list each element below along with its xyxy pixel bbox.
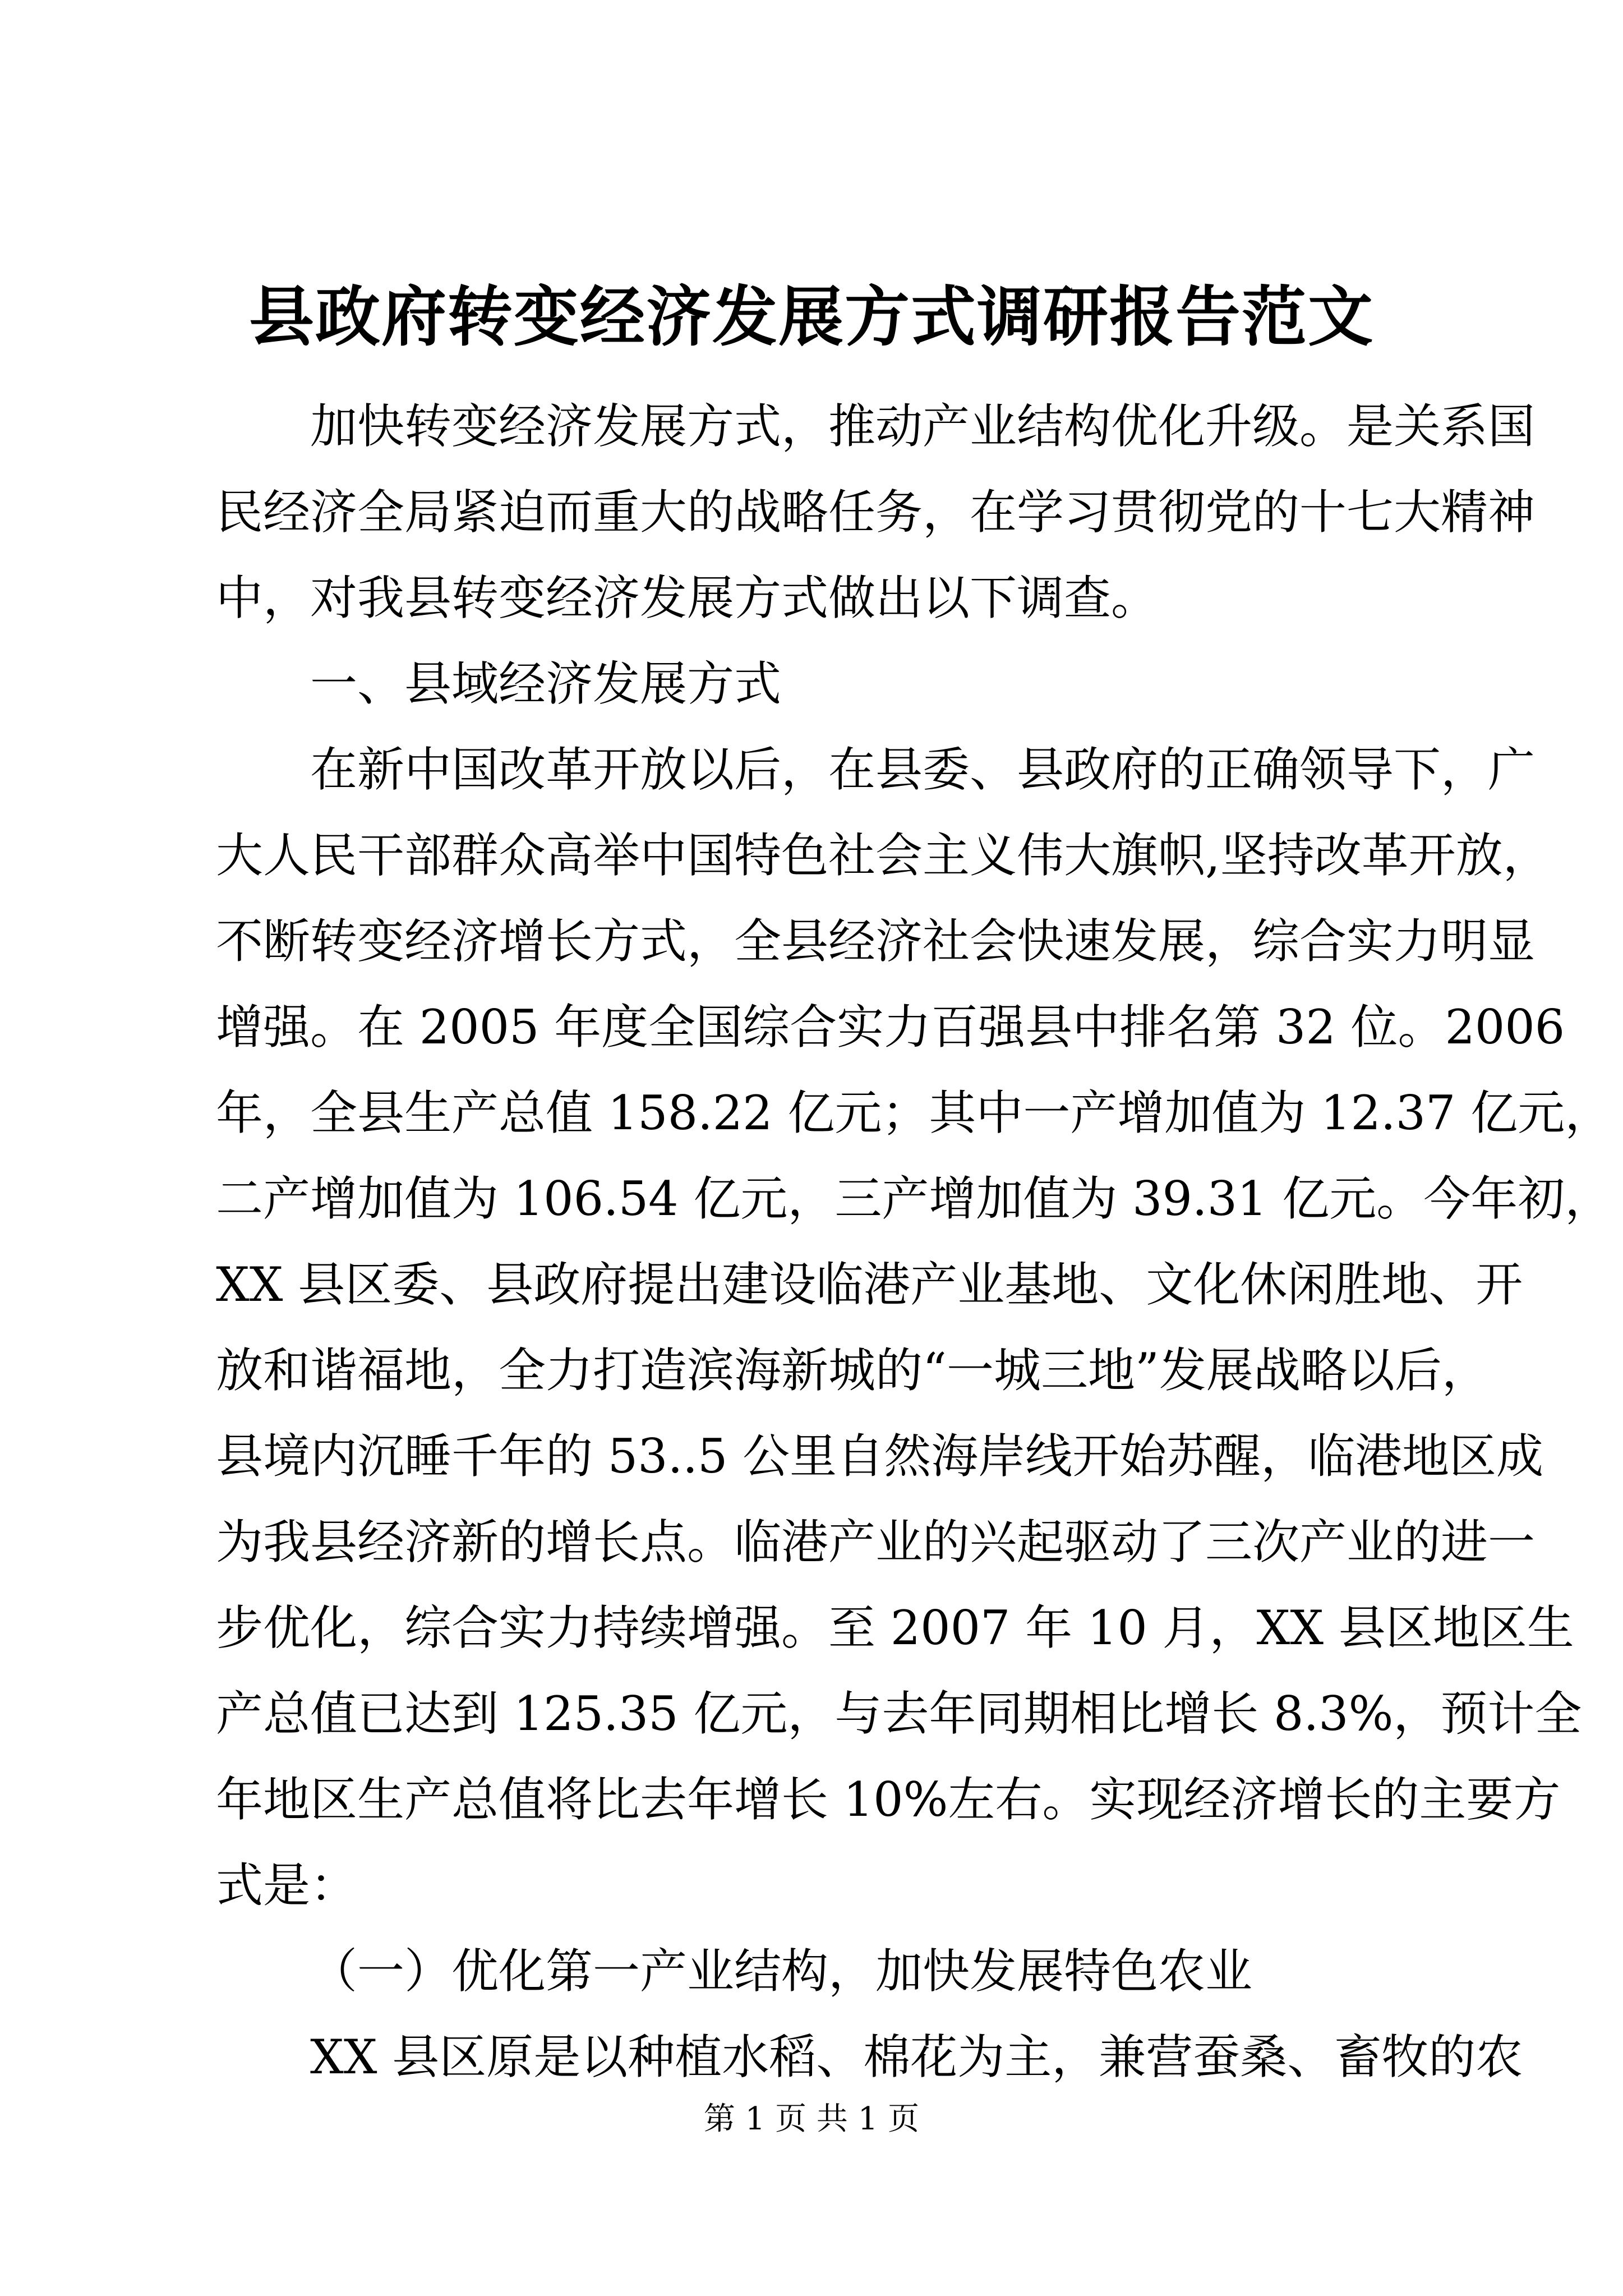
body-line: 一、县域经济发展方式	[310, 656, 782, 711]
body-line: 加快转变经济发展方式，推动产业结构优化升级。是关系国	[310, 399, 1536, 454]
document-title: 县政府转变经济发展方式调研报告范文	[249, 279, 1374, 355]
body-line: 产总值已达到 125.35 亿元，与去年同期相比增长 8.3%，预计全	[216, 1686, 1582, 1741]
body-line: （一）优化第一产业结构，加快发展特色农业	[310, 1944, 1253, 1999]
body-line: 民经济全局紧迫而重大的战略任务，在学习贯彻党的十七大精神	[216, 485, 1536, 540]
page-footer: 第 1 页 共 1 页	[703, 2101, 920, 2137]
body-line: 在新中国改革开放以后，在县委、县政府的正确领导下，广	[310, 742, 1536, 797]
body-line: XX 县区原是以种植水稻、棉花为主，兼营蚕桑、畜牧的农	[310, 2030, 1523, 2085]
body-line: 年地区生产总值将比去年增长 10%左右。实现经济增长的主要方	[216, 1772, 1561, 1827]
body-line: 步优化，综合实力持续增强。至 2007 年 10 月，XX 县区地区生	[216, 1600, 1574, 1655]
body-line: 为我县经济新的增长点。临港产业的兴起驱动了三次产业的进一	[216, 1515, 1536, 1570]
body-line: 大人民干部群众高举中国特色社会主义伟大旗帜,坚持改革开放，	[216, 828, 1550, 883]
body-line: 增强。在 2005 年度全国综合实力百强县中排名第 32 位。2006	[216, 1000, 1565, 1055]
body-line: 年，全县生产总值 158.22 亿元；其中一产增加值为 12.37 亿元，	[216, 1085, 1612, 1140]
body-line: 放和谐福地，全力打造滨海新城的“一城三地”发展战略以后，	[216, 1343, 1489, 1398]
document-body	[216, 384, 1612, 2100]
body-line: 不断转变经济增长方式，全县经济社会快速发展，综合实力明显	[216, 914, 1536, 969]
body-line: 二产增加值为 106.54 亿元，三产增加值为 39.31 亿元。今年初，	[216, 1171, 1612, 1226]
body-line: 县境内沉睡千年的 53..5 公里自然海岸线开始苏醒，临港地区成	[216, 1429, 1544, 1484]
body-line: XX 县区委、县政府提出建设临港产业基地、文化休闲胜地、开	[216, 1257, 1523, 1312]
body-line: 式是：	[216, 1858, 358, 1913]
body-line: 中，对我县转变经济发展方式做出以下调查。	[216, 570, 1159, 625]
